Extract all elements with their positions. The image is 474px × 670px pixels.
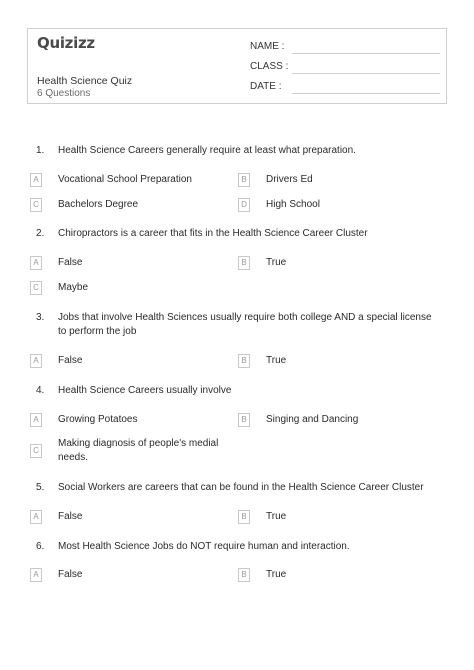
page-title: Health Science Quiz [37,75,133,87]
date-field[interactable] [250,81,440,95]
option-text: True [266,511,287,522]
option-letter-box: B [238,256,250,270]
question-number: 1. [36,145,45,156]
question-text: Most Health Science Jobs do NOT require human and interaction. [58,541,350,552]
name-label: NAME : [250,41,285,52]
question-count: 6 Questions [37,88,91,99]
option-text: Bachelors Degree [58,199,139,210]
question-text: Health Science Careers usually involve [58,385,232,396]
question-number: 5. [36,482,45,493]
option-text: True [266,569,287,580]
option-letter-box: B [238,510,250,524]
option-text: Making diagnosis of people's medial needs. [58,438,219,463]
class-label: CLASS : [250,61,289,72]
question-text: Social Workers are careers that can be found in the Health Science Career Cluster [58,482,424,493]
option-text: Vocational School Preparation [58,174,192,185]
header-box [27,28,447,104]
name-line [292,53,440,54]
question-number: 4. [36,385,45,396]
option-text: High School [266,199,320,210]
option-text: False [58,511,83,522]
option-letter-box: A [30,256,42,270]
question-text: Jobs that involve Health Sciences usually require both college AND a special license to perform the job [58,312,432,337]
option-letter-box: A [30,354,42,368]
option-text: False [58,569,83,580]
option-letter-box: C [30,444,42,458]
date-label: DATE : [250,81,282,92]
option-letter-box: B [238,568,250,582]
option-letter-box: C [30,198,42,212]
option-letter-box: B [238,173,250,187]
class-field[interactable] [250,61,440,75]
option-text: False [58,257,83,268]
question-text: Chiropractors is a career that fits in the Health Science Career Cluster [58,228,368,239]
option-text: True [266,355,287,366]
option-letter-box: A [30,510,42,524]
option-text: Drivers Ed [266,174,313,185]
option-letter-box: A [30,173,42,187]
option-letter-box: B [238,354,250,368]
quizizz-logo: Quizizz [37,34,95,52]
class-line [292,73,440,74]
option-letter-box: B [238,413,250,427]
option-text: True [266,257,287,268]
option-letter-box: D [238,198,250,212]
option-letter-box: A [30,568,42,582]
option-text: Singing and Dancing [266,414,359,425]
question-number: 6. [36,541,45,552]
option-text: Maybe [58,282,89,293]
option-text: Growing Potatoes [58,414,138,425]
option-letter-box: A [30,413,42,427]
question-number: 3. [36,312,45,323]
option-text: False [58,355,83,366]
question-text: Health Science Careers generally require at least what preparation. [58,145,356,156]
question-number: 2. [36,228,45,239]
date-line [292,93,440,94]
option-letter-box: C [30,281,42,295]
name-field[interactable] [250,41,440,55]
